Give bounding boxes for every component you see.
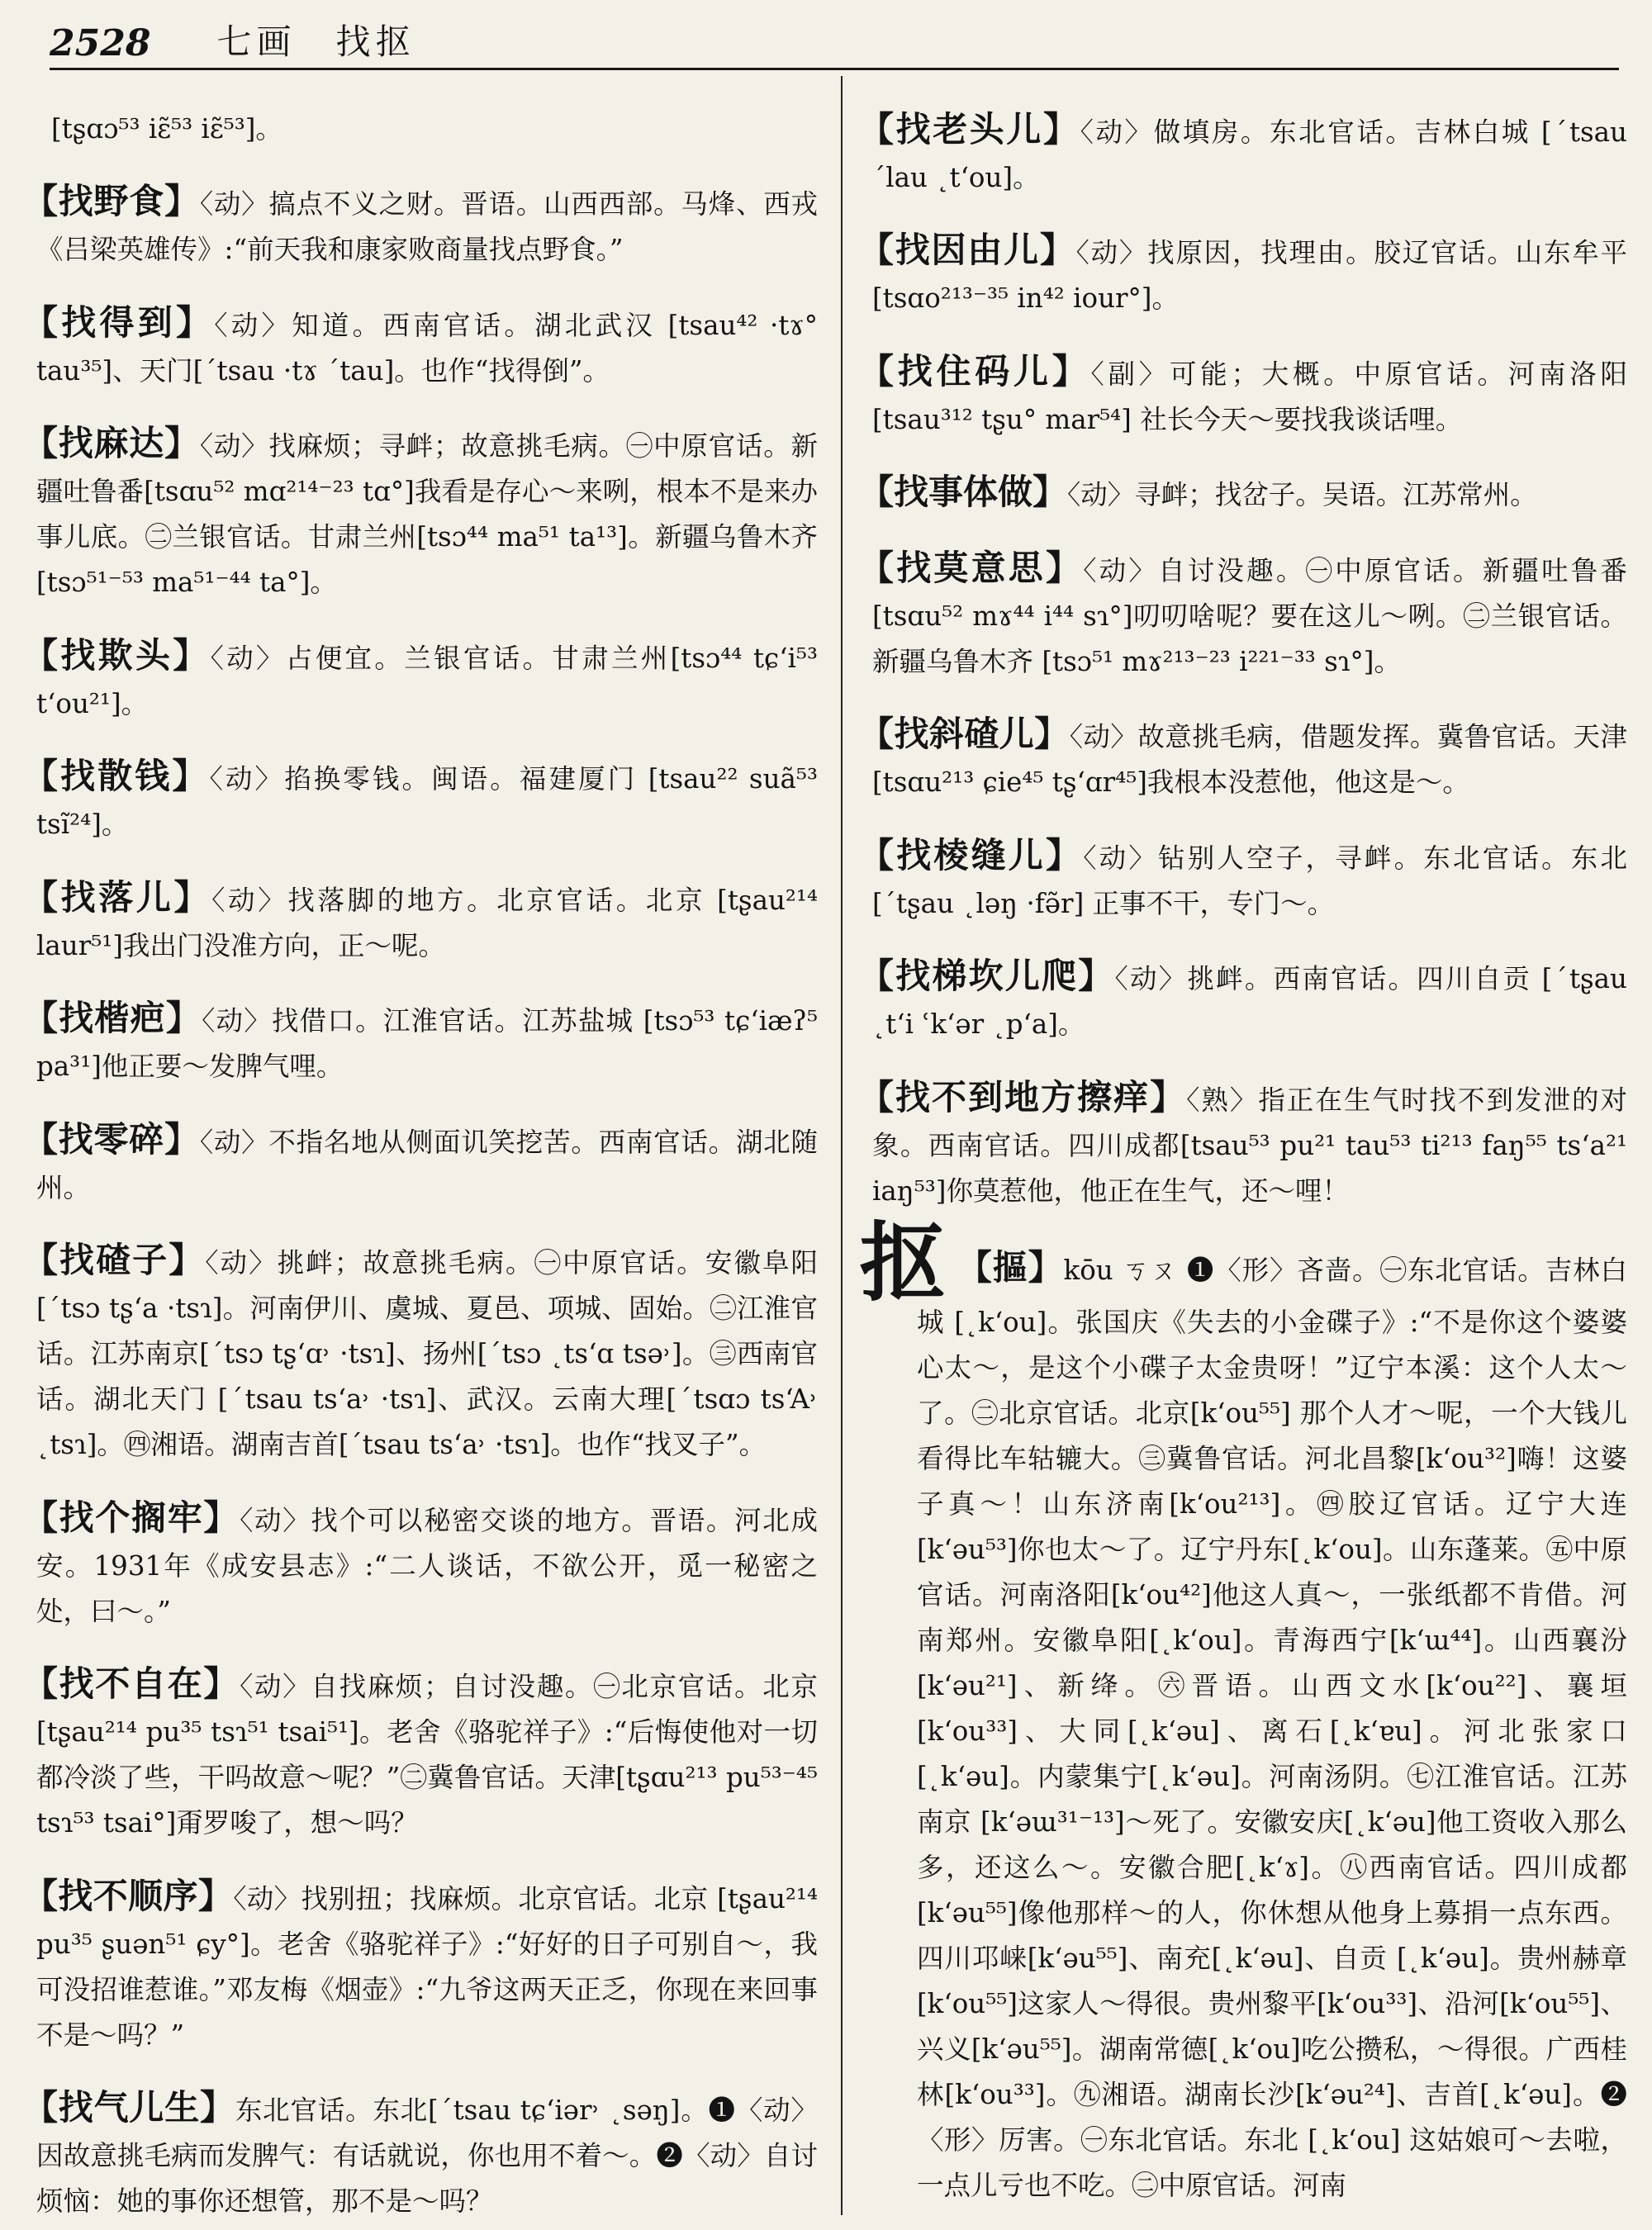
entry-definition: 东北官话。东北[ˊtsau tɕʻiər˒ ˛səŋ]。❶〈动〉因故意挑毛病而发脾气：有话就说，你也用不着～。❷〈动〉自讨烦恼：她的事你还想管，那不是～吗？ (36, 2095, 818, 2217)
entry-definition: 〈动〉寻衅；找岔子。吴语。江苏常州。 (1067, 479, 1537, 510)
dictionary-entry (859, 545, 1627, 685)
running-head: 七画 找抠 (216, 21, 415, 62)
entry-definition: 〈动〉找别扭；找麻烦。北京官话。北京 [tʂau²¹⁴ pu³⁵ ʂuən⁵¹ ɕy°]。老舍《骆驼祥子》:“好好的日子可别自～，我可没招谁惹谁。”邓友梅《烟壶》:“九爷这两天正乏，你现在来回事不是～吗？” (36, 1882, 818, 2051)
entry-headword: 【找因由儿】 (859, 230, 1076, 270)
entry-definition: 〈动〉不指名地从侧面讥笑挖苦。西南官话。湖北随州。 (36, 1126, 818, 1203)
entry-headword: 【找楷疤】 (23, 998, 202, 1038)
entry-headword: 【找落儿】 (23, 876, 212, 918)
dictionary-entry (859, 227, 1627, 321)
dictionary-entry (23, 1495, 818, 1635)
entry-headword: 【找零碎】 (23, 1118, 200, 1160)
entry-headword: 【摳】 (957, 1246, 1064, 1288)
dictionary-entry (23, 2085, 818, 2218)
entry-definition: 〈动〉挑衅。西南官话。四川自贡 [ˊtʂau ˛tʻi ʿkʻər ˛pʻa]。 (872, 963, 1627, 1040)
dictionary-entry (859, 107, 1627, 201)
head-character-entry (859, 1211, 1627, 2209)
entry-definition: 〈熟〉指正在生气时找不到发泄的对象。西南官话。四川成都[tsau⁵³ pu²¹ tau⁵³ ti²¹³ faŋ⁵⁵ tsʻa²¹ iaŋ⁵³]你莫惹他，他正在生气，还～哩！ (872, 1084, 1627, 1207)
page-header (50, 10, 415, 64)
entry-headword: 【找野食】 (23, 181, 200, 221)
entry-headword: 【找麻达】 (23, 423, 200, 463)
entry-definition: 〈动〉做填房。东北官话。吉林白城 [ˊtsau ˊlau ˛tʻou]。 (872, 116, 1627, 193)
entry-definition: 〈动〉找借口。江淮官话。江苏盐城 [tsɔ⁵³ tɕʻiæʔ⁵ pa³¹]他正要～发脾气哩。 (36, 1005, 818, 1082)
dictionary-entry (23, 300, 818, 394)
entry-definition: 〈动〉找个可以秘密交谈的地方。晋语。河北成安。1931年《成安县志》:“二人谈话，不欲公开，觅一秘密之处，曰～。” (36, 1504, 818, 1627)
dictionary-entry (23, 1873, 818, 2058)
column-divider (841, 76, 843, 2215)
dictionary-entry (23, 875, 818, 969)
entry-definition: 〈动〉故意挑毛病，借题发挥。冀鲁官话。天津[tsɑu²¹³ ɕie⁴⁵ tʂʻɑr⁴⁵]我根本没惹他，他这是～。 (872, 721, 1627, 798)
dictionary-entry (23, 1237, 818, 1468)
dictionary-entry (859, 953, 1627, 1047)
entry-headword: 【找气儿生】 (23, 2087, 235, 2128)
entry-headword: 【找碴子】 (23, 1240, 206, 1280)
entry-headword: 【找得到】 (23, 301, 215, 343)
entry-headword: 【找莫意思】 (859, 547, 1084, 588)
entry-headword: 【找欺头】 (23, 634, 211, 676)
entry-definition: 〈副〉可能；大概。中原官话。河南洛阳 [tsau³¹² tʂu° mar⁵⁴] 社长今天～要找我谈话哩。 (872, 358, 1627, 435)
entry-definition: 〈动〉找原因，找理由。胶辽官话。山东牟平[tsɑo²¹³⁻³⁵ in⁴² iour°]。 (872, 237, 1627, 314)
dictionary-entry (859, 711, 1627, 805)
entry-definition: 〈动〉钻别人空子，寻衅。东北官话。东北[ˊtʂau ˛ləŋ ·fə̃r] 正事不干，专门～。 (872, 842, 1627, 919)
dictionary-entry (859, 1075, 1627, 1214)
entry-headword: 【找梯坎儿爬】 (859, 956, 1115, 996)
dictionary-entry (23, 753, 818, 847)
entry-headword: 【找事体做】 (859, 472, 1068, 512)
entry-headword: 【找斜碴儿】 (859, 714, 1070, 754)
entry-definition: 〈动〉自找麻烦；自讨没趣。㊀北京官话。北京[tʂau²¹⁴ pu³⁵ tsɿ⁵¹ tsai⁵¹]。老舍《骆驼祥子》:“后悔使他对一切都冷淡了些，干吗故意～呢？”㊁冀鲁官话。天津[tʂɑu²¹³ pu⁵³⁻⁴⁵ tsɿ⁵³ tsai°]甭罗唆了，想～吗？ (36, 1671, 818, 1839)
page-number: 2528 (50, 22, 151, 64)
dictionary-entry (23, 995, 818, 1089)
entry-definition: kōu ㄎㄡ ❶〈形〉吝啬。㊀东北官话。吉林白城 [˛kʻou]。张国庆《失去的小金碟子》:“不是你这个婆婆心太～，是这个小碟子太金贵呀！”辽宁本溪：这个人太～了。㊁北京官话。北京[kʻou⁵⁵] 那个人才～呢，一个大钱儿看得比车轱辘大。㊂冀鲁官话。河北昌黎[kʻou³²]嗨！这婆子真～！山东济南[kʻou²¹³]。㊃胶辽官话。辽宁大连[kʻəu⁵³]你也太～了。辽宁丹东[˛kʻou]。山东蓬莱。㊄中原官话。河南洛阳[kʻou⁴²]他这人真～，一张纸都不肯借。河南郑州。安徽阜阳[˛kʻou]。青海西宁[kʻɯ⁴⁴]。山西襄汾[kʻəu²¹]、新绛。㊅晋语。山西文水[kʻou²²]、襄垣[kʻou³³]、大同[˛kʻəu]、离石[˛kʻɐu]。河北张家口 [˛kʻəu]。内蒙集宁[˛kʻəu]。河南汤阴。㊆江淮官话。江苏南京 [kʻəɯ³¹⁻¹³]～死了。安徽安庆[˛kʻəu]他工资收入那么多，还这么～。安徽合肥[˛kʻɤ]。㊇西南官话。四川成都 [kʻəu⁵⁵]像他那样～的人，你休想从他身上募捐一点东西。四川邛崃[kʻəu⁵⁵]、南充[˛kʻəu]、自贡 [˛kʻəu]。贵州赫章[kʻou⁵⁵]这家人～得很。贵州黎平[kʻou³³]、沿河[kʻou⁵⁵]、兴义[kʻəu⁵⁵]。湖南常德[˛kʻou]吃公攒私，～得很。广西桂林[kʻou³³]。㊈湘语。湖南长沙[kʻəu²⁴]、吉首[˛kʻəu]。❷〈形〉厉害。㊀东北官话。东北 [˛kʻou] 这姑娘可～去啦，一点儿亏也不吃。㊁中原官话。河南 (917, 1254, 1627, 2201)
dictionary-entry (23, 1661, 818, 1846)
entry-headword: 【找个搁牢】 (23, 1497, 240, 1538)
dictionary-entry (859, 833, 1627, 927)
entry-headword: 【找住码儿】 (859, 350, 1091, 391)
entry-definition: 〈动〉搞点不义之财。晋语。山西西部。马烽、西戎《吕梁英雄传》:“前天我和康家败商量找点野食。” (36, 188, 818, 265)
entry-definition: 〈动〉掐换零钱。闽语。福建厦门 [tsau²² suã⁵³ tsĩ²⁴]。 (36, 763, 818, 840)
dictionary-entry (859, 469, 1627, 518)
header-rule (50, 68, 1619, 70)
dictionary-entry (23, 633, 818, 727)
left-column (23, 79, 818, 2218)
entry-definition: 〈动〉挑衅；故意挑毛病。㊀中原官话。安徽阜阳[ˊtsɔ tʂʻa ·tsɿ]。河南伊川、虞城、夏邑、项城、固始。㊁江淮官话。江苏南京[ˊtsɔ tʂʻɑ˒ ·tsɿ]、扬州[ˊtsɔ ˛tsʻɑ tsə˒]。㊂西南官话。湖北天门 [ˊtsau tsʻa˒ ·tsɿ]、武汉。云南大理[ˊtsɑɔ tsʻA˒ ˛tsɿ]。㊃湘语。湖南吉首[ˊtsau tsʻa˒ ·tsɿ]。也作“找叉子”。 (36, 1247, 818, 1460)
entry-definition: 〈动〉占便宜。兰银官话。甘肃兰州[tsɔ⁴⁴ tɕʻi⁵³ tʻou²¹]。 (36, 642, 818, 719)
entry-definition: 〈动〉自讨没趣。㊀中原官话。新疆吐鲁番[tsɑu⁵² mɤ⁴⁴ i⁴⁴ sɿ°]叨叨啥呢？要在这儿～咧。㊁兰银官话。新疆乌鲁木齐 [tsɔ⁵¹ mɤ²¹³⁻²³ i²²¹⁻³³ sɿ°]。 (872, 554, 1627, 677)
entry-headword: 【找不到地方擦痒】 (859, 1076, 1187, 1117)
entry-headword: 【找不顺序】 (23, 1875, 234, 1916)
dictionary-entry (859, 349, 1627, 443)
dictionary-entry (23, 178, 818, 273)
entry-continuation: [tʂɑɔ⁵³ iɛ̃⁵³ iɛ̃⁵³]。 (51, 112, 282, 145)
head-character: 抠 (859, 1211, 946, 1313)
entry-definition: 〈动〉找麻烦；寻衅；故意挑毛病。㊀中原官话。新疆吐鲁番[tsɑu⁵² mɑ²¹⁴⁻²³ tɑ°]我看是存心～来咧，根本不是来办事儿底。㊁兰银官话。甘肃兰州[tsɔ⁴⁴ ma⁵¹ ta¹³]。新疆乌鲁木齐[tsɔ⁵¹⁻⁵³ ma⁵¹⁻⁴⁴ ta°]。 (36, 430, 818, 598)
entry-definition: 〈动〉知道。西南官话。湖北武汉 [tsau⁴² ·tɤ° tau³⁵]、天门[ˊtsau ·tɤ ˊtau]。也作“找得倒”。 (36, 309, 818, 387)
right-column (859, 79, 1627, 2218)
entry-headword: 【找散钱】 (23, 756, 210, 796)
entry-headword: 【找不自在】 (23, 1663, 240, 1704)
dictionary-entry (23, 420, 818, 605)
dictionary-entry (23, 1117, 818, 1211)
entry-headword: 【找棱缝儿】 (859, 834, 1084, 875)
entry-definition: 〈动〉找落脚的地方。北京官话。北京 [tʂau²¹⁴ laur⁵¹]我出门没准方向，正～呢。 (36, 884, 818, 961)
entry-headword: 【找老头儿】 (859, 108, 1080, 149)
